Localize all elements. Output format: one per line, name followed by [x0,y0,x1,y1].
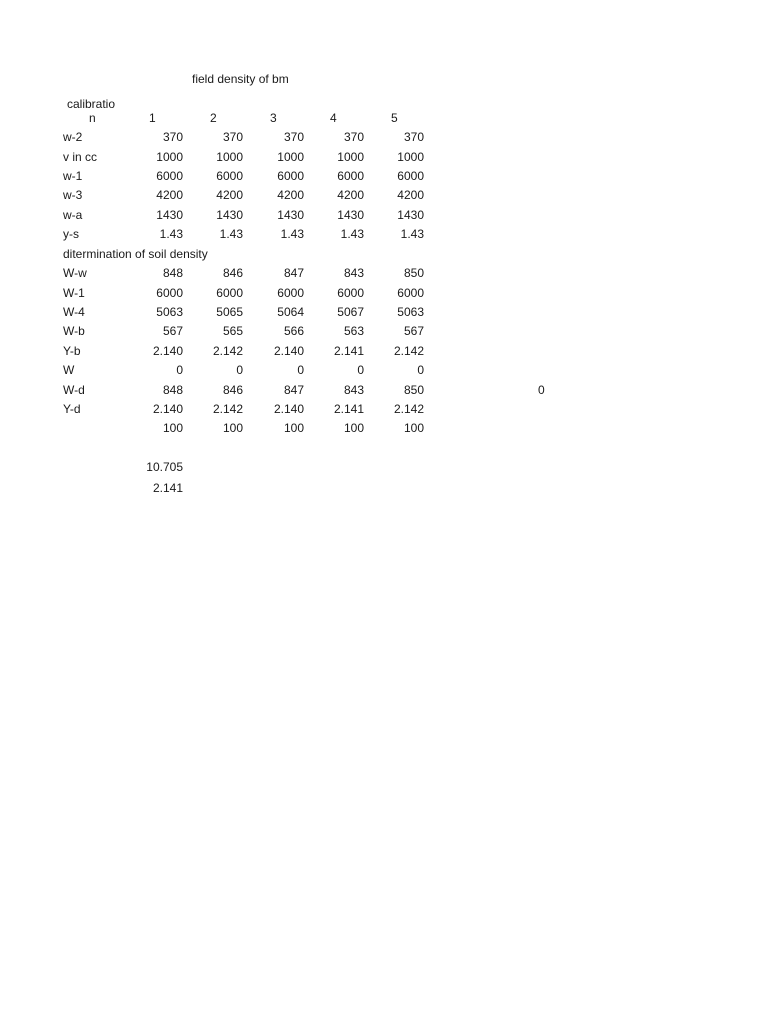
table-cell: 1000 [277,150,304,164]
table-cell: 2.141 [333,344,364,358]
row-label: w-1 [63,169,83,183]
table-cell: 850 [403,266,424,280]
table-cell: 370 [162,130,183,144]
table-cell: 5065 [216,305,243,319]
table-cell: 5063 [156,305,183,319]
row-label: W-w [63,266,87,280]
row-label: Y-b [63,344,81,358]
table-cell: 0 [357,363,364,377]
row-label: w-3 [63,188,83,202]
table-cell: 4200 [156,188,183,202]
table-cell: 370 [403,130,424,144]
table-cell: 1430 [156,208,183,222]
table-cell: 2.141 [333,402,364,416]
row-label: W-4 [63,305,85,319]
table-cell: 6000 [277,169,304,183]
table-cell: 6000 [156,286,183,300]
table-cell: 846 [222,266,243,280]
table-cell: 100 [283,421,304,435]
table-cell: 1000 [216,150,243,164]
table-cell: 100 [162,421,183,435]
table-cell: 1430 [337,208,364,222]
table-cell: 2.140 [273,402,304,416]
sum-average: 2.141 [152,481,183,495]
table-cell: 370 [343,130,364,144]
table-cell: 847 [283,266,304,280]
table-cell: 4200 [216,188,243,202]
table-cell: 0 [236,363,243,377]
table-cell: 567 [162,324,183,338]
column-header-3: 3 [270,111,277,125]
row-label: W-1 [63,286,85,300]
row-label: W-d [63,383,85,397]
table-cell: 6000 [337,286,364,300]
row-label: W-b [63,324,85,338]
table-cell: 565 [222,324,243,338]
table-cell: 1.43 [219,227,243,241]
table-cell: 1430 [277,208,304,222]
sum-total: 10.705 [146,460,183,474]
table-cell: 566 [283,324,304,338]
table-cell: 5067 [337,305,364,319]
column-header-2: 2 [210,111,217,125]
table-cell: 1.43 [400,227,424,241]
row-label: w-a [63,208,83,222]
section-title: ditermination of soil density [63,247,208,261]
table-cell: 6000 [156,169,183,183]
table-cell: 370 [222,130,243,144]
row-label: Y-d [63,402,81,416]
sheet-title: field density of bm [192,72,289,86]
table-cell: 4200 [337,188,364,202]
table-cell: 4200 [277,188,304,202]
table-cell: 1430 [216,208,243,222]
table-cell: 0 [417,363,424,377]
row-label: y-s [63,227,79,241]
table-cell: 100 [403,421,424,435]
table-cell: 6000 [397,286,424,300]
table-cell: 5064 [277,305,304,319]
table-cell: 0 [176,363,183,377]
table-cell: 843 [343,266,364,280]
column-header-5: 5 [391,111,398,125]
table-cell: 4200 [397,188,424,202]
table-cell: 6000 [216,286,243,300]
table-cell: 2.142 [212,402,243,416]
table-cell: 1000 [156,150,183,164]
table-cell: 848 [162,266,183,280]
table-cell: 1000 [397,150,424,164]
table-cell: 1.43 [280,227,304,241]
table-cell: 370 [283,130,304,144]
extra-cell: 0 [538,383,545,397]
table-cell: 847 [283,383,304,397]
row-label: v in cc [63,150,98,164]
table-cell: 2.140 [152,402,183,416]
table-cell: 0 [297,363,304,377]
table-cell: 2.140 [152,344,183,358]
table-cell: 100 [222,421,243,435]
table-cell: 563 [343,324,364,338]
table-cell: 2.142 [393,402,424,416]
row-label: w-2 [63,130,83,144]
table-cell: 100 [343,421,364,435]
table-cell: 1.43 [340,227,364,241]
row-label: W [63,363,75,377]
table-cell: 1000 [337,150,364,164]
table-cell: 848 [162,383,183,397]
table-cell: 2.140 [273,344,304,358]
calibration-label-line1: calibratio [67,97,116,111]
table-cell: 2.142 [212,344,243,358]
table-cell: 6000 [277,286,304,300]
table-cell: 1.43 [159,227,183,241]
table-cell: 850 [403,383,424,397]
column-header-4: 4 [330,111,337,125]
table-cell: 6000 [216,169,243,183]
table-cell: 6000 [397,169,424,183]
table-cell: 846 [222,383,243,397]
table-cell: 843 [343,383,364,397]
table-cell: 6000 [337,169,364,183]
table-cell: 567 [403,324,424,338]
column-header-1: 1 [149,111,156,125]
table-cell: 1430 [397,208,424,222]
table-cell: 2.142 [393,344,424,358]
table-cell: 5063 [397,305,424,319]
calibration-label-line2: n [89,111,96,125]
